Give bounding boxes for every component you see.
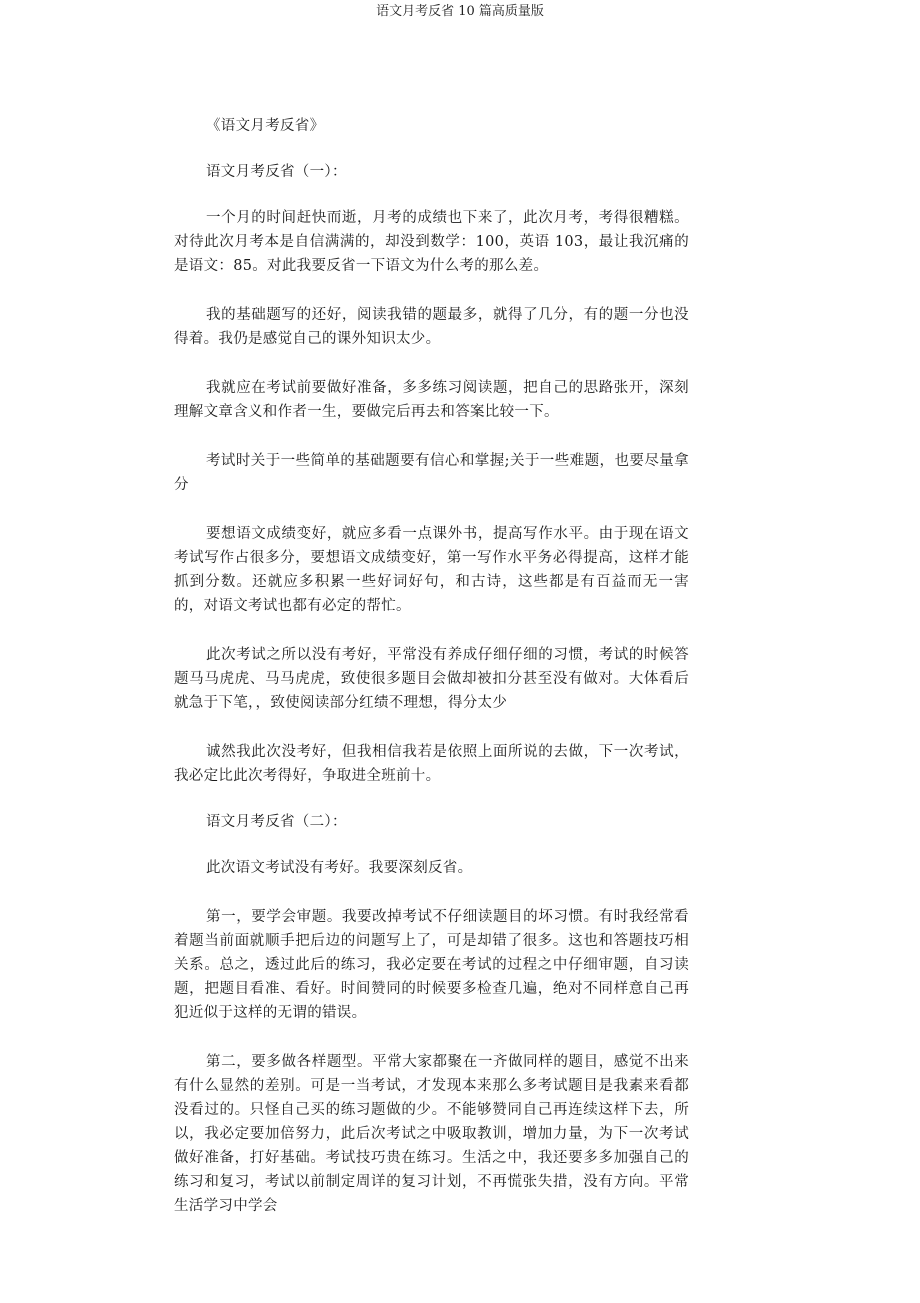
document-body <box>174 114 689 1218</box>
paragraph: 诚然我此次没考好，但我相信我若是依照上面所说的去做，下一次考试，我必定比此次考得好，争取进全班前十。 <box>174 744 689 784</box>
section-heading-1: 语文月考反省（一）： <box>206 164 347 180</box>
paragraph: 我就应在考试前要做好准备，多多练习阅读题，把自己的思路张开，深刻理解文章含义和作者一生，要做完后再去和答案比较一下。 <box>174 380 689 420</box>
paragraph: 要想语文成绩变好，就应多看一点课外书，提高写作水平。由于现在语文考试写作占很多分，要想语文成绩变好，第一写作水平务必得提高，这样才能抓到分数。还就应多积累一些好词好句，和古诗，这些都是有百益而无一害的，对语文考试也都有必定的帮忙。 <box>174 526 689 614</box>
paragraph: 此次语文考试没有考好。我要深刻反省。 <box>206 860 473 876</box>
paragraph: 第一，要学会审题。我要改掉考试不仔细读题目的坏习惯。有时我经常看着题当前面就顺手把后边的问题写上了，可是却错了很多。这也和答题技巧相关系。总之，透过此后的练习，我必定要在考试的过程之中仔细审题，自习读题，把题目看准、看好。时间赞同的时候要多检查几遍，绝对不同样意自己再犯近似于这样的无谓的错误。 <box>174 909 689 1021</box>
page-header: 语文月考反省 10 篇高质量版 <box>376 4 544 19</box>
document-title: 《语文月考反省》 <box>206 118 325 134</box>
section-heading-2: 语文月考反省（二）： <box>206 814 347 830</box>
paragraph: 此次考试之所以没有考好，平常没有养成仔细仔细的习惯，考试的时候答题马马虎虎、马马虎虎，致使很多题目会做却被扣分甚至没有做对。大体看后就急于下笔，，致使阅读部分红绩不理想，得分太少 <box>174 647 689 711</box>
paragraph: 第二，要多做各样题型。平常大家都聚在一齐做同样的题目，感觉不出来有什么显然的差别。可是一当考试，才发现本来那么多考试题目是我素来看都没看过的。只怪自己买的练习题做的少。不能够赞同自己再连续这样下去，所以，我必定要加倍努力，此后次考试之中吸取教训，增加力量，为下一次考试做好准备，打好基础。考试技巧贵在练习。生活之中，我还要多多加强自己的练习和复习，考试以前制定周详的复习计划，不再慌张失措，没有方向。平常生活学习中学会 <box>174 1054 689 1214</box>
paragraph: 一个月的时间赶快而逝，月考的成绩也下来了，此次月考，考得很糟糕。对待此次月考本是自信满满的，却没到数学：100，英语 103，最让我沉痛的是语文：85。对此我要反省一下语文为什么考的那么差。 <box>174 210 689 274</box>
paragraph: 考试时关于一些简单的基础题要有信心和掌握;关于一些难题，也要尽量拿分 <box>174 453 689 493</box>
paragraph: 我的基础题写的还好，阅读我错的题最多，就得了几分，有的题一分也没得着。我仍是感觉自己的课外知识太少。 <box>174 307 689 347</box>
